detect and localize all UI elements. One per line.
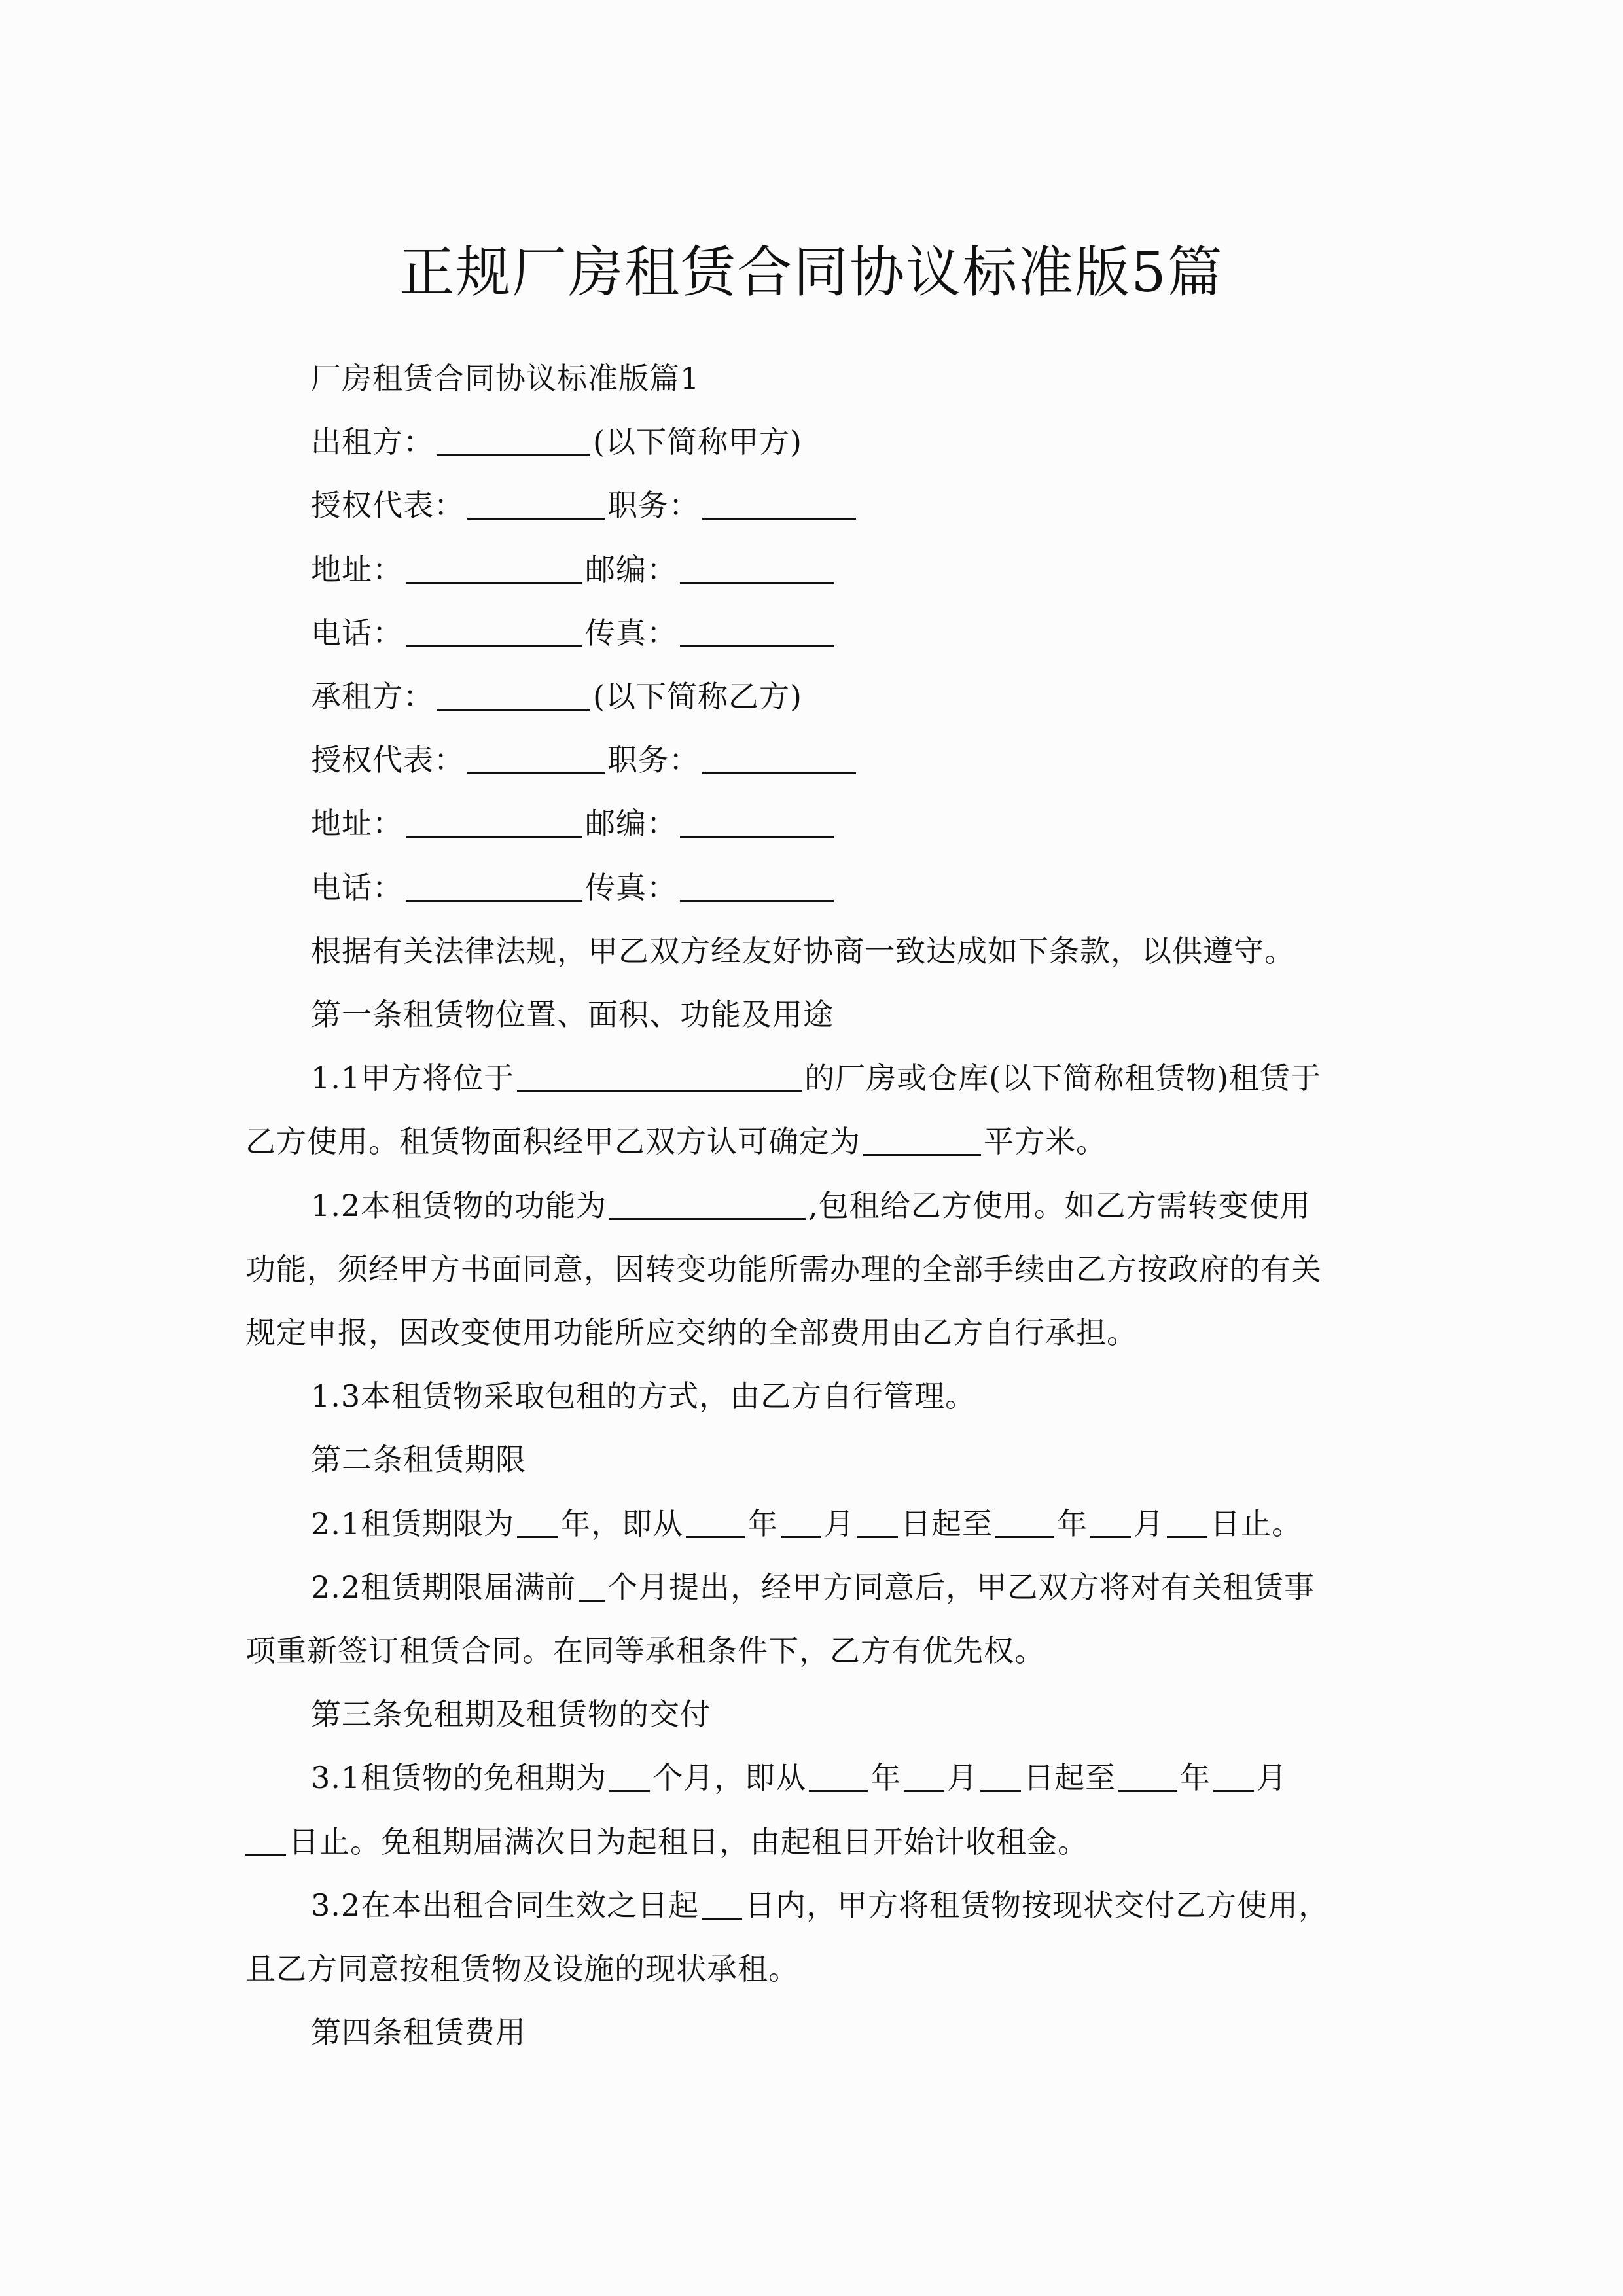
clause-2-2-line2: 项重新签订租赁合同。在同等承租条件下，乙方有优先权。	[245, 1633, 1045, 1669]
position-label: 职务：	[607, 488, 700, 524]
clause-1-1-line1	[245, 1047, 1397, 1110]
address-label: 地址：	[311, 806, 403, 842]
postcode-blank[interactable]	[680, 556, 834, 584]
clause-text: 年	[1180, 1760, 1211, 1796]
lessee-suffix: (以下简称乙方)	[593, 679, 802, 715]
clause-text: 年	[1057, 1505, 1088, 1541]
position-label: 职务：	[607, 742, 700, 778]
lessor-phone-line	[245, 601, 1397, 665]
clause-3-1-line2	[245, 1810, 1397, 1874]
lessee-line	[245, 665, 1397, 728]
end-year-blank[interactable]	[995, 1510, 1054, 1538]
address-label: 地址：	[311, 551, 403, 587]
document-title: 正规厂房租赁合同协议标准版5篇	[399, 240, 1224, 305]
clause-3-2-line1	[245, 1874, 1397, 1937]
end-year-blank[interactable]	[1118, 1764, 1177, 1792]
section-heading: 厂房租赁合同协议标准版篇1	[311, 361, 700, 396]
preamble: 根据有关法律法规，甲乙双方经友好协商一致达成如下条款，以供遵守。	[311, 933, 1295, 969]
months-notice-blank[interactable]	[579, 1573, 605, 1602]
article-4-heading: 第四条租赁费用	[311, 2015, 526, 2051]
lessee-label: 承租方：	[311, 679, 434, 715]
lessee-phone-line	[245, 856, 1397, 920]
free-months-blank[interactable]	[609, 1764, 650, 1792]
delivery-days-blank[interactable]	[702, 1892, 742, 1920]
clause-text: 1.1甲方将位于	[311, 1060, 515, 1096]
clause-text: 月	[1133, 1505, 1165, 1541]
rep-label: 授权代表：	[311, 488, 465, 524]
clause-text: 的厂房或仓库(以下简称租赁物)租赁于	[804, 1060, 1322, 1096]
clause-text: 日起至	[901, 1505, 993, 1541]
clause-text: 年，即从	[560, 1505, 684, 1541]
address-blank[interactable]	[406, 556, 582, 584]
lessor-label: 出租方：	[311, 424, 434, 460]
clause-text: 乙方使用。租赁物面积经甲乙双方认可确定为	[245, 1124, 861, 1160]
start-day-blank[interactable]	[980, 1764, 1021, 1792]
fax-label: 传真：	[585, 615, 677, 651]
article-3-heading: 第三条免租期及租赁物的交付	[311, 1696, 711, 1732]
clause-1-2-line3: 规定申报，因改变使用功能所应交纳的全部费用由乙方自行承担。	[245, 1315, 1137, 1351]
clause-text: 日起至	[1024, 1760, 1116, 1796]
lessee-address-line	[245, 792, 1397, 855]
clause-text: 个月，即从	[652, 1760, 807, 1796]
phone-blank[interactable]	[406, 619, 582, 647]
fax-blank[interactable]	[680, 874, 834, 902]
function-blank[interactable]	[609, 1192, 806, 1220]
area-blank[interactable]	[863, 1128, 981, 1156]
lessor-rep-line	[245, 474, 1397, 537]
fax-blank[interactable]	[680, 619, 834, 647]
clause-2-2-line1	[245, 1556, 1397, 1619]
end-day-blank[interactable]	[1167, 1510, 1207, 1538]
clause-1-2-line2: 功能，须经甲方书面同意，因转变功能所需办理的全部手续由乙方按政府的有关	[245, 1251, 1322, 1287]
end-month-blank[interactable]	[1090, 1510, 1131, 1538]
phone-blank[interactable]	[406, 874, 582, 902]
rep-blank[interactable]	[467, 492, 605, 520]
start-month-blank[interactable]	[904, 1764, 944, 1792]
lessor-line	[245, 410, 1397, 474]
postcode-blank[interactable]	[680, 810, 834, 838]
clause-text: 个月提出，经甲方同意后，甲乙双方将对有关租赁事	[607, 1569, 1315, 1605]
position-blank[interactable]	[702, 492, 856, 520]
clause-text: 月	[824, 1505, 855, 1541]
clause-text: 年	[870, 1760, 902, 1796]
lessor-blank[interactable]	[437, 428, 590, 456]
start-year-blank[interactable]	[809, 1764, 868, 1792]
clause-text: 日止。免租期届满次日为起租日，由起租日开始计收租金。	[289, 1823, 1088, 1859]
clause-text: 1.2本租赁物的功能为	[311, 1187, 607, 1223]
lessee-blank[interactable]	[437, 683, 590, 711]
start-year-blank[interactable]	[686, 1510, 745, 1538]
end-month-blank[interactable]	[1213, 1764, 1254, 1792]
rep-label: 授权代表：	[311, 742, 465, 778]
postcode-label: 邮编：	[585, 551, 677, 587]
clause-1-2-line1	[245, 1174, 1397, 1238]
end-day-blank[interactable]	[245, 1828, 286, 1856]
start-month-blank[interactable]	[781, 1510, 821, 1538]
document-body	[245, 347, 1397, 2064]
clause-text: ,包租给乙方使用。如乙方需转变使用	[808, 1187, 1311, 1223]
article-2-heading: 第二条租赁期限	[311, 1442, 526, 1478]
clause-3-2-line2: 且乙方同意按租赁物及设施的现状承租。	[245, 1951, 799, 1987]
clause-text: 2.2租赁期限届满前	[311, 1569, 577, 1605]
clause-text: 年	[747, 1505, 779, 1541]
lessor-address-line	[245, 538, 1397, 601]
clause-text: 日内，甲方将租赁物按现状交付乙方使用，	[745, 1887, 1330, 1923]
clause-1-1-line2	[245, 1110, 1397, 1174]
clause-text: 月	[1257, 1760, 1288, 1796]
clause-text: 月	[947, 1760, 978, 1796]
clause-text: 3.2在本出租合同生效之日起	[311, 1887, 700, 1923]
clause-text: 2.1租赁期限为	[311, 1505, 515, 1541]
clause-text: 3.1租赁物的免租期为	[311, 1760, 607, 1796]
address-blank[interactable]	[406, 810, 582, 838]
lessee-rep-line	[245, 728, 1397, 792]
fax-label: 传真：	[585, 869, 677, 905]
clause-3-1-line1	[245, 1746, 1397, 1810]
location-blank[interactable]	[517, 1064, 802, 1092]
article-1-heading: 第一条租赁物位置、面积、功能及用途	[311, 997, 834, 1033]
rep-blank[interactable]	[467, 746, 605, 774]
position-blank[interactable]	[702, 746, 856, 774]
clause-2-1	[245, 1492, 1397, 1556]
start-day-blank[interactable]	[857, 1510, 898, 1538]
clause-text: 日止。	[1210, 1505, 1303, 1541]
lessor-suffix: (以下简称甲方)	[593, 424, 802, 460]
postcode-label: 邮编：	[585, 806, 677, 842]
phone-label: 电话：	[311, 615, 403, 651]
clause-text: 平方米。	[984, 1124, 1107, 1160]
years-blank[interactable]	[517, 1510, 558, 1538]
clause-1-3: 1.3本租赁物采取包租的方式，由乙方自行管理。	[311, 1378, 976, 1414]
phone-label: 电话：	[311, 869, 403, 905]
